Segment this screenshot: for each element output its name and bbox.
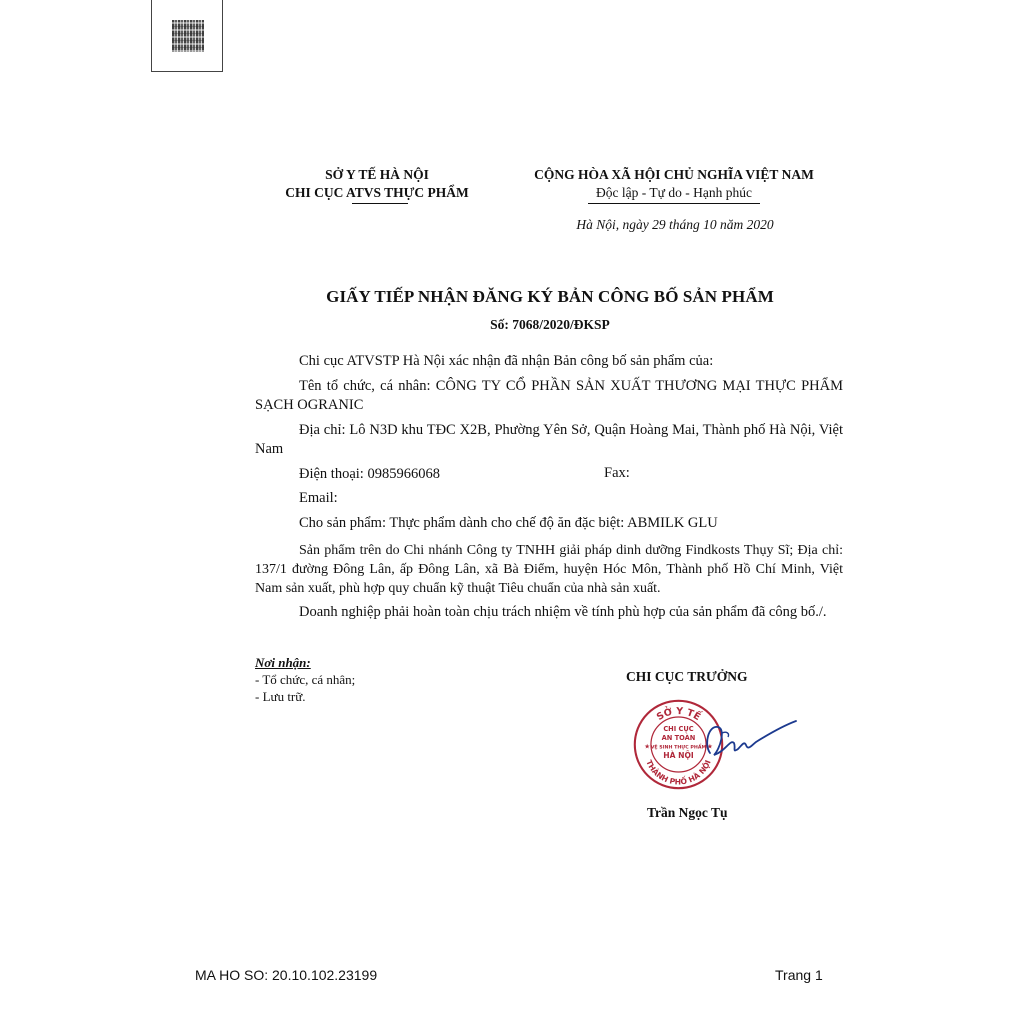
handwritten-signature — [700, 715, 800, 765]
svg-text:HÀ NỘI: HÀ NỘI — [663, 750, 694, 760]
recipient-item: - Lưu trữ. — [255, 689, 306, 704]
national-motto: Độc lập - Tự do - Hạnh phúc — [588, 184, 760, 204]
page-number: Trang 1 — [775, 967, 823, 983]
recipient-item: - Tổ chức, cá nhân; — [255, 672, 356, 687]
svg-text:VỆ SINH THỰC PHẨM: VỆ SINH THỰC PHẨM — [650, 745, 707, 751]
body-product: Cho sản phẩm: Thực phẩm dành cho chế độ ăn đặc biệt: ABMILK GLU — [299, 515, 718, 531]
recipients-label: Nơi nhận: — [255, 655, 311, 670]
document-number: Số: 7068/2020/ĐKSP — [490, 317, 610, 332]
recipients-block — [255, 654, 355, 705]
qr-code-icon — [172, 20, 204, 52]
body-intro: Chi cục ATVSTP Hà Nội xác nhận đã nhận Bản công bố sản phẩm của: — [299, 353, 714, 369]
svg-text:SỞ Y TẾ: SỞ Y TẾ — [654, 706, 703, 724]
national-header — [512, 166, 836, 204]
national-name: CỘNG HÒA XÃ HỘI CHỦ NGHĨA VIỆT NAM — [534, 167, 814, 182]
svg-text:★: ★ — [707, 743, 713, 751]
signer-title: CHI CỤC TRƯỞNG — [626, 669, 748, 684]
body-organization: Tên tổ chức, cá nhân: CÔNG TY CỔ PHẦN SẢN XUẤT THƯƠNG MẠI THỰC PHẨM SẠCH OGRANIC — [255, 378, 843, 413]
svg-text:CHI CỤC: CHI CỤC — [663, 725, 694, 734]
document-date: Hà Nội, ngày 29 tháng 10 năm 2020 — [576, 217, 774, 232]
issuer-department: SỞ Y TẾ HÀ NỘI — [325, 167, 429, 182]
document-title: GIẤY TIẾP NHẬN ĐĂNG KÝ BẢN CÔNG BỐ SẢN PHẨM — [326, 287, 774, 306]
body-responsibility: Doanh nghiệp phải hoàn toàn chịu trách nhiệm về tính phù hợp của sản phẩm đã công bố./. — [299, 604, 827, 620]
issuer-header — [250, 166, 504, 204]
svg-text:THÀNH PHỐ HÀ NỘI: THÀNH PHỐ HÀ NỘI — [644, 758, 713, 787]
svg-text:AN TOÀN: AN TOÀN — [661, 733, 696, 742]
signer-name: Trần Ngọc Tụ — [647, 805, 728, 820]
issuer-agency: CHI CỤC ATVS THỰC PHẨM — [285, 185, 469, 200]
body-email: Email: — [299, 490, 338, 506]
body-address: Địa chỉ: Lô N3D khu TĐC X2B, Phường Yên Sở, Quận Hoàng Mai, Thành phố Hà Nội, Việt Nam — [255, 422, 843, 457]
dossier-code: MA HO SO: 20.10.102.23199 — [195, 967, 378, 983]
body-manufacturer: Sản phẩm trên do Chi nhánh Công ty TNHH giải pháp dinh dưỡng Findkosts Thụy Sĩ; Địa chỉ: 137/1 đường Đông Lân, ấp Đông Lân, xã Bà Điểm, huyện Hóc Môn, Thành phố Hồ Chí Minh, Việt Nam sản xuất, phù hợp quy chuẩn kỹ thuật Tiêu chuẩn của nhà sản xuất. — [255, 543, 843, 596]
body-fax: Fax: — [604, 465, 630, 481]
svg-text:★: ★ — [644, 743, 651, 751]
qr-code-stamp — [151, 0, 223, 72]
body-phone: Điện thoại: 0985966068 — [299, 466, 440, 482]
header-underline — [352, 203, 408, 204]
